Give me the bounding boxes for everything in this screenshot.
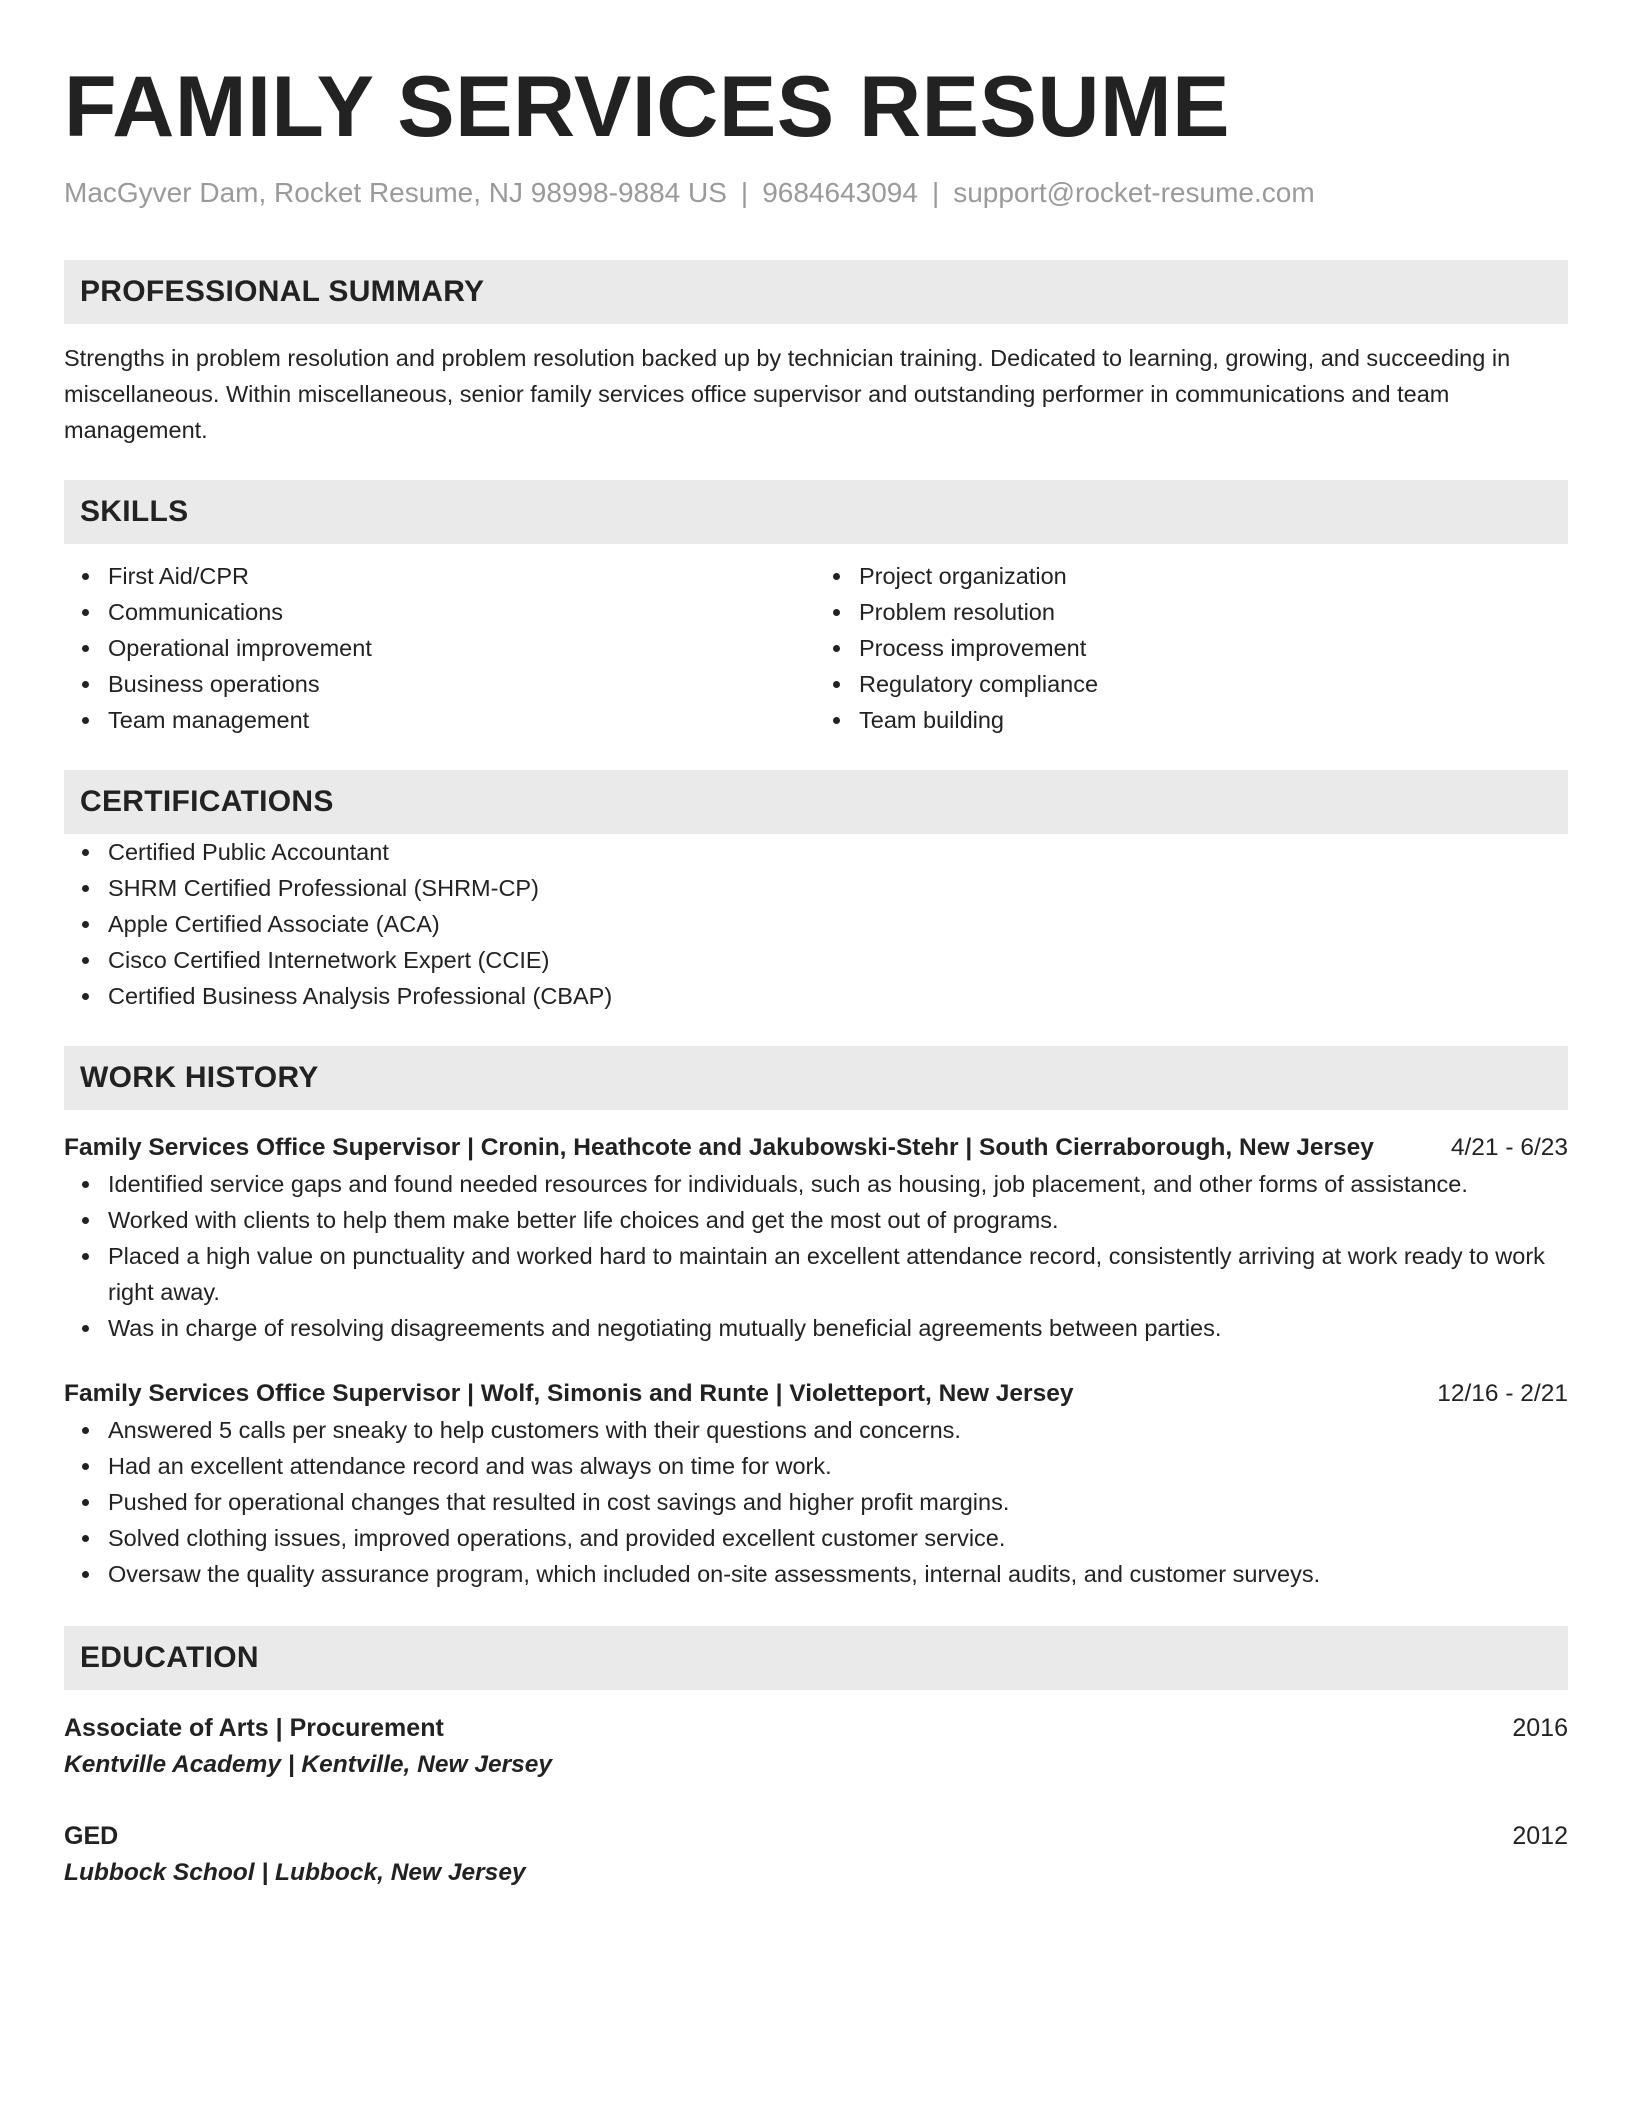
- skills-list-left: [64, 558, 817, 738]
- list-item: First Aid/CPR: [108, 558, 817, 594]
- contact-phone: 9684643094: [762, 177, 918, 208]
- job-header: [64, 1376, 1568, 1412]
- education-degree: Associate of Arts | Procurement: [64, 1713, 444, 1742]
- contact-separator: |: [740, 177, 749, 208]
- contact-line: [64, 176, 1568, 210]
- contact-address: MacGyver Dam, Rocket Resume, NJ 98998-9884 US: [64, 177, 727, 208]
- education-header: [64, 1818, 1568, 1854]
- contact-separator: |: [931, 177, 940, 208]
- job-dates: 12/16 - 2/21: [1437, 1379, 1568, 1407]
- list-item: Answered 5 calls per sneaky to help customers with their questions and concerns.: [108, 1412, 1568, 1448]
- section-title: WORK HISTORY: [80, 1060, 319, 1094]
- section-header-work-history: [64, 1046, 1568, 1110]
- section-header-certifications: [64, 770, 1568, 834]
- list-item: Oversaw the quality assurance program, which included on-site assessments, internal audits, and customer surveys.: [108, 1556, 1568, 1592]
- list-item: Certified Public Accountant: [108, 834, 1568, 870]
- job-bullet-list: [64, 1166, 1568, 1346]
- skills-list-right: [817, 558, 1568, 738]
- section-header-skills: [64, 480, 1568, 544]
- job-dates: 4/21 - 6/23: [1450, 1133, 1568, 1161]
- list-item: Problem resolution: [859, 594, 1568, 630]
- job-entry: [64, 1376, 1568, 1592]
- section-header-education: [64, 1626, 1568, 1690]
- list-item: Regulatory compliance: [859, 666, 1568, 702]
- education-school: Kentville Academy | Kentville, New Jersey: [64, 1750, 553, 1778]
- summary-text: Strengths in problem resolution and problem resolution backed up by technician training. Dedicated to learning, growing, and succeeding in miscellaneous. Within miscellaneous, senior family services office supervisor and outstanding performer in communications and team management.: [64, 344, 1511, 443]
- education-year: 2012: [1512, 1821, 1568, 1850]
- list-item: Had an excellent attendance record and was always on time for work.: [108, 1448, 1568, 1484]
- list-item: Business operations: [108, 666, 817, 702]
- education-header: [64, 1710, 1568, 1746]
- list-item: Project organization: [859, 558, 1568, 594]
- list-item: Identified service gaps and found needed resources for individuals, such as housing, job placement, and other forms of assistance.: [108, 1166, 1568, 1202]
- section-title: CERTIFICATIONS: [80, 784, 334, 818]
- section-title: PROFESSIONAL SUMMARY: [80, 274, 485, 308]
- list-item: Solved clothing issues, improved operations, and provided excellent customer service.: [108, 1520, 1568, 1556]
- list-item: Process improvement: [859, 630, 1568, 666]
- section-title: SKILLS: [80, 494, 189, 528]
- list-item: Placed a high value on punctuality and worked hard to maintain an excellent attendance record, consistently arriving at work ready to work right away.: [108, 1238, 1568, 1310]
- job-entry: [64, 1130, 1568, 1346]
- list-item: Team management: [108, 702, 817, 738]
- list-item: Certified Business Analysis Professional (CBAP): [108, 978, 1568, 1014]
- list-item: Apple Certified Associate (ACA): [108, 906, 1568, 942]
- list-item: Was in charge of resolving disagreements and negotiating mutually beneficial agreements between parties.: [108, 1310, 1568, 1346]
- contact-email[interactable]: support@rocket-resume.com: [953, 177, 1315, 208]
- education-degree: GED: [64, 1821, 119, 1850]
- job-header: [64, 1130, 1568, 1166]
- certifications-list: [64, 834, 1568, 1014]
- job-title: Family Services Office Supervisor | Cronin, Heathcote and Jakubowski-Stehr | South Cierraborough, New Jersey: [64, 1133, 1374, 1161]
- list-item: Communications: [108, 594, 817, 630]
- education-entry: [64, 1818, 1568, 1892]
- education-year: 2016: [1512, 1713, 1568, 1742]
- skills-columns: [64, 558, 1568, 738]
- list-item: Operational improvement: [108, 630, 817, 666]
- section-header-summary: [64, 260, 1568, 324]
- section-title: EDUCATION: [80, 1640, 259, 1674]
- list-item: Pushed for operational changes that resulted in cost savings and higher profit margins.: [108, 1484, 1568, 1520]
- job-title: Family Services Office Supervisor | Wolf, Simonis and Runte | Violetteport, New Jersey: [64, 1379, 1074, 1407]
- education-entry: [64, 1710, 1568, 1784]
- resume-title: FAMILY SERVICES RESUME: [64, 59, 1230, 155]
- education-school: Lubbock School | Lubbock, New Jersey: [64, 1858, 526, 1886]
- list-item: Team building: [859, 702, 1568, 738]
- list-item: SHRM Certified Professional (SHRM-CP): [108, 870, 1568, 906]
- job-bullet-list: [64, 1412, 1568, 1592]
- list-item: Cisco Certified Internetwork Expert (CCIE): [108, 942, 1568, 978]
- list-item: Worked with clients to help them make better life choices and get the most out of programs.: [108, 1202, 1568, 1238]
